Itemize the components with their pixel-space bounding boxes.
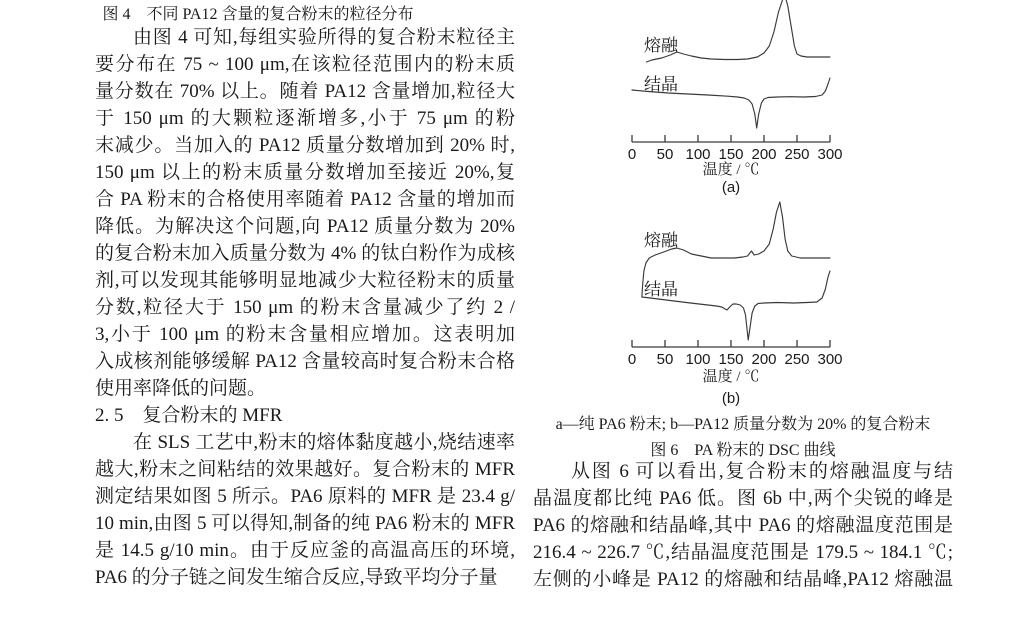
text-line: 于 150 μm 的大颗粒逐渐增多,小于 75 μm 的粉: [95, 108, 515, 129]
text-line: 晶温度都比纯 PA6 低。图 6b 中,两个尖锐的峰是: [533, 488, 953, 509]
dsc-chart-b: [600, 196, 890, 410]
x-tick-label: 0: [627, 146, 637, 163]
x-tick-label: 50: [656, 351, 674, 368]
subplot-label: (a): [721, 179, 741, 196]
subplot-label: (b): [721, 390, 741, 407]
curve-label: 结晶: [644, 280, 678, 299]
x-axis-label: 温度 / ℃: [702, 369, 760, 385]
section-heading-2-5: 2. 5 复合粉末的 MFR: [95, 405, 283, 426]
figure4-caption: 图 4 不同 PA12 含量的复合粉末的粒径分布: [102, 6, 414, 23]
text-line: 在 SLS 工艺中,粉末的熔体黏度越小,烧结速率: [133, 432, 515, 453]
text-line: 分数,粒径大于 150 μm 的粉末含量减少了约 2 /: [95, 297, 515, 318]
x-tick-label: 250: [784, 146, 810, 163]
text-line: 的复合粉末加入质量分数为 4% 的钛白粉作为成核: [95, 243, 515, 264]
x-axis-label: 温度 / ℃: [702, 162, 760, 178]
text-line: 3,小于 100 μm 的粉末含量相应增加。这表明加: [95, 324, 515, 345]
text-line: 由图 4 可知,每组实验所得的复合粉末粒径主: [133, 27, 515, 48]
x-tick-label: 100: [685, 351, 711, 368]
x-tick-label: 300: [817, 146, 843, 163]
text-line: PA6 的分子链之间发生缩合反应,导致平均分子量: [95, 567, 498, 588]
curve-label: 熔融: [644, 231, 678, 250]
x-tick-label: 100: [685, 146, 711, 163]
figure6-caption: 图 6 PA 粉末的 DSC 曲线: [650, 442, 836, 459]
curve-label: 结晶: [644, 75, 678, 94]
x-tick-label: 150: [718, 146, 744, 163]
left-column-text: [95, 24, 515, 591]
x-tick-label: 300: [817, 351, 843, 368]
x-tick-label: 50: [656, 146, 674, 163]
text-line: 测定结果如图 5 所示。PA6 原料的 MFR 是 23.4 g/: [95, 486, 515, 507]
x-tick-label: 250: [784, 351, 810, 368]
x-tick-label: 150: [718, 351, 744, 368]
dsc-chart-a: [600, 0, 890, 196]
text-line: PA6 的熔融和结晶峰,其中 PA6 的熔融温度范围是: [533, 515, 953, 536]
text-line: 10 min,由图 5 可以得知,制备的纯 PA6 粉末的 MFR: [95, 513, 515, 534]
text-line: 要分布在 75 ~ 100 μm,在该粒径范围内的粉末质: [95, 54, 515, 75]
text-line: 左侧的小峰是 PA12 的熔融和结晶峰,PA12 熔融温: [533, 569, 953, 590]
text-line: 从图 6 可以看出,复合粉末的熔融温度与结: [571, 461, 953, 482]
text-line: 216.4 ~ 226.7 ℃,结晶温度范围是 179.5 ~ 184.1 ℃;: [533, 542, 953, 563]
text-line: 降低。为解决这个问题,向 PA12 质量分数为 20%: [95, 216, 515, 237]
x-tick-label: 200: [751, 351, 777, 368]
text-line: 越大,粉末之间粘结的效果越好。复合粉末的 MFR: [95, 459, 515, 480]
text-line: 量分数在 70% 以上。随着 PA12 含量增加,粒径大: [95, 81, 515, 102]
text-line: 使用率降低的问题。: [95, 378, 267, 399]
text-line: 入成核剂能够缓解 PA12 含量较高时复合粉末合格: [95, 351, 515, 372]
text-line: 150 μm 以上的粉末质量分数增加至接近 20%,复: [95, 162, 515, 183]
right-column-text: [533, 458, 953, 593]
text-line: 是 14.5 g/10 min。由于反应釜的高温高压的环境,: [95, 540, 515, 561]
x-tick-label: 200: [751, 146, 777, 163]
figure6-note: a—纯 PA6 粉末; b—PA12 质量分数为 20% 的复合粉末: [555, 416, 931, 433]
text-line: 剂,可以发现其能够明显地减少大粒径粉末的质量: [95, 270, 515, 291]
x-tick-label: 0: [627, 351, 637, 368]
text-line: 合 PA 粉末的合格使用率随着 PA12 含量的增加而: [95, 189, 515, 210]
text-line: 末减少。当加入的 PA12 质量分数增加到 20% 时,: [95, 135, 515, 156]
curve-label: 熔融: [644, 36, 678, 55]
